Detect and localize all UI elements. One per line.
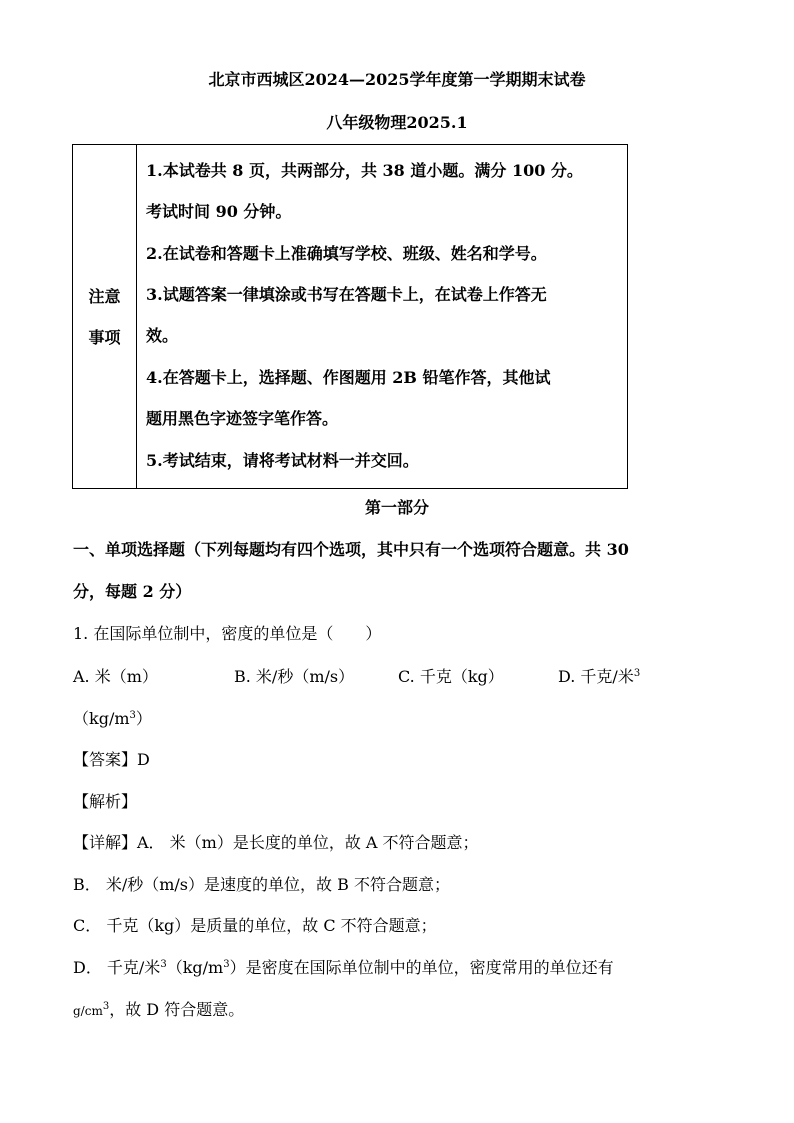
notice-table: [72, 144, 628, 489]
detail-d-sup1: 3: [160, 959, 167, 970]
exam-subtitle: 八年级物理2025.1: [326, 113, 468, 132]
notice-line: 4.在答题卡上，选择题、作图题用 2B 铅笔作答，其他试: [146, 368, 551, 387]
notice-label-line2: 事项: [88, 327, 121, 347]
notice-line: 效。: [146, 326, 179, 345]
section-heading-cont: 分，每题 2 分）: [73, 582, 192, 601]
notice-content: [137, 145, 628, 489]
detail-c: C． 千克（kg）是质量的单位，故 C 不符合题意；: [73, 916, 437, 935]
option-d-text: D. 千克/米: [558, 667, 634, 686]
notice-label: [73, 145, 137, 489]
detail-d-cont-text: ，故 D 符合题意。: [109, 1000, 245, 1019]
option-a: A. 米（m）: [73, 667, 158, 686]
answer: 【答案】D: [73, 750, 150, 769]
option-d-cont-end: ）: [135, 709, 152, 728]
option-c: C. 千克（kg）: [398, 667, 504, 686]
analysis-label: 【解析】: [73, 792, 138, 811]
detail-d-cont: [73, 1000, 244, 1021]
option-d-cont-text: （kg/m: [73, 709, 130, 728]
notice-label-line1: 注意: [88, 286, 121, 306]
detail-d: [73, 958, 614, 978]
notice-line: 5.考试结束，请将考试材料一并交回。: [146, 451, 419, 470]
option-d-cont: [73, 709, 152, 729]
detail-d-pre: D． 千克/米: [73, 958, 161, 977]
detail-d-unit-sup: 3: [102, 1001, 110, 1012]
detail-d-mid: （kg/m: [166, 958, 224, 977]
exam-title: 北京市西城区2024—2025学年度第一学期期末试卷: [208, 70, 586, 89]
detail-d-unit: g/cm: [73, 1004, 103, 1018]
notice-line: 题用黑色字迹签字笔作答。: [146, 409, 339, 428]
detail-d-sup2: 3: [223, 959, 230, 970]
option-d-cont-sup: 3: [129, 710, 136, 721]
question-stem: 1. 在国际单位制中，密度的单位是（ ）: [73, 624, 382, 643]
option-d: [558, 667, 640, 687]
option-d-sup: 3: [633, 668, 641, 679]
section-heading: 一、单项选择题（下列每题均有四个选项，其中只有一个选项符合题意。共 30: [73, 540, 629, 559]
notice-line: 考试时间 90 分钟。: [146, 202, 292, 221]
option-b: B. 米/秒（m/s）: [234, 667, 355, 686]
part-title: 第一部分: [364, 498, 429, 517]
detail-d-post: ）是密度在国际单位制中的单位，密度常用的单位还有: [229, 958, 614, 977]
detail-a: 【详解】A． 米（m）是长度的单位，故 A 不符合题意；: [73, 833, 479, 852]
notice-line: 1.本试卷共 8 页，共两部分，共 38 道小题。满分 100 分。: [146, 161, 583, 180]
notice-line: 2.在试卷和答题卡上准确填写学校、班级、姓名和学号。: [146, 244, 547, 263]
detail-b: B． 米/秒（m/s）是速度的单位，故 B 不符合题意；: [73, 875, 450, 894]
notice-line: 3.试题答案一律填涂或书写在答题卡上，在试卷上作答无: [146, 285, 547, 304]
